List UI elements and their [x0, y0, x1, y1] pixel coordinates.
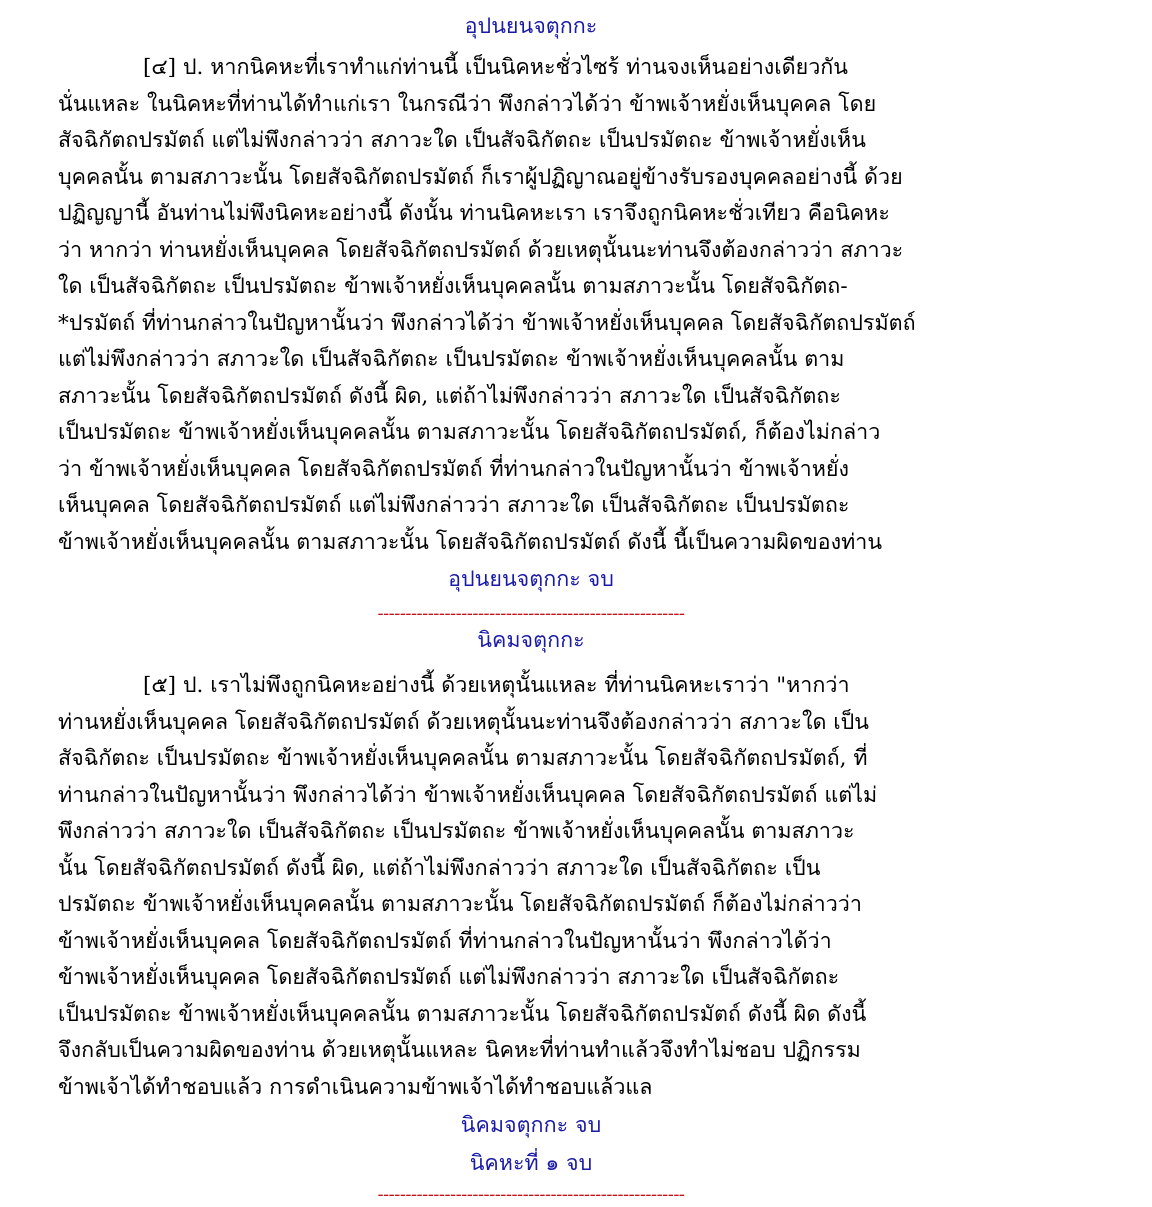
section-1-line: สัจฉิกัตถปรมัตถ์ แต่ไม่พึงกล่าวว่า สภาวะใด เป็นสัจฉิกัตถะ เป็นปรมัตถะ ข้าพเจ้าหยั่งเห็น: [58, 128, 866, 153]
section-1-line: *ปรมัตถ์ ที่ท่านกล่าวในปัญหานั้นว่า พึงกล่าวได้ว่า ข้าพเจ้าหยั่งเห็นบุคคล โดยสัจฉิกัตถปรมัตถ์: [58, 311, 916, 336]
section-1-line: แต่ไม่พึงกล่าวว่า สภาวะใด เป็นสัจฉิกัตถะ เป็นปรมัตถะ ข้าพเจ้าหยั่งเห็นบุคคลนั้น ตาม: [58, 347, 845, 372]
section-1-line: [๔] ป. หากนิคหะที่เราทำแก่ท่านนี้ เป็นนิคหะชั่วไซร้ ท่านจงเห็นอย่างเดียวกัน: [143, 55, 848, 80]
section-1-line: บุคคลนั้น ตามสภาวะนั้น โดยสัจฉิกัตถปรมัตถ์ ก็เราผู้ปฏิญาณอยู่ข้างรับรองบุคคลอย่างนี้ ด้วย: [58, 165, 903, 190]
section-1-line: เป็นปรมัตถะ ข้าพเจ้าหยั่งเห็นบุคคลนั้น ตามสภาวะนั้น โดยสัจฉิกัตถปรมัตถ์, ก็ต้องไม่กล่าว: [58, 420, 881, 445]
section-1-title: อุปนยนจตุกกะ: [464, 14, 598, 39]
section-2-line: ปรมัตถะ ข้าพเจ้าหยั่งเห็นบุคคลนั้น ตามสภาวะนั้น โดยสัจฉิกัตถปรมัตถ์ ก็ต้องไม่กล่าวว่า: [58, 892, 862, 917]
section-2-line: ข้าพเจ้าได้ทำชอบแล้ว การดำเนินความข้าพเจ้าได้ทำชอบแล้วแล: [58, 1075, 653, 1100]
section-2-line: ท่านกล่าวในปัญหานั้นว่า พึงกล่าวได้ว่า ข้าพเจ้าหยั่งเห็นบุคคล โดยสัจฉิกัตถปรมัตถ์ แต่ไม่: [58, 783, 878, 808]
section-1-line: ใด เป็นสัจฉิกัตถะ เป็นปรมัตถะ ข้าพเจ้าหยั่งเห็นบุคคลนั้น ตามสภาวะนั้น โดยสัจฉิกัตถ-: [58, 274, 848, 299]
section-divider: -------------------------------------------------------: [377, 603, 685, 624]
section-1-line: ปฏิญญานี้ อันท่านไม่พึงนิคหะอย่างนี้ ดังนั้น ท่านนิคหะเรา เราจึงถูกนิคหะชั่วเทียว คือนิคหะ: [58, 201, 890, 226]
bottom-divider: -------------------------------------------------------: [377, 1184, 685, 1205]
section-2-line: เป็นปรมัตถะ ข้าพเจ้าหยั่งเห็นบุคคลนั้น ตามสภาวะนั้น โดยสัจฉิกัตถปรมัตถ์ ดังนี้ ผิด ดังนี้: [58, 1002, 867, 1027]
section-2-line: ข้าพเจ้าหยั่งเห็นบุคคล โดยสัจฉิกัตถปรมัตถ์ แต่ไม่พึงกล่าวว่า สภาวะใด เป็นสัจฉิกัตถะ: [58, 965, 840, 990]
section-1-line: ว่า ข้าพเจ้าหยั่งเห็นบุคคล โดยสัจฉิกัตถปรมัตถ์ ที่ท่านกล่าวในปัญหานั้นว่า ข้าพเจ้าหยั่ง: [58, 457, 849, 482]
section-1-line: เห็นบุคคล โดยสัจฉิกัตถปรมัตถ์ แต่ไม่พึงกล่าวว่า สภาวะใด เป็นสัจฉิกัตถะ เป็นปรมัตถะ: [58, 493, 850, 518]
section-2-line: [๕] ป. เราไม่พึงถูกนิคหะอย่างนี้ ด้วยเหตุนั้นแหละ ที่ท่านนิคหะเราว่า "หากว่า: [143, 673, 850, 698]
section-2-line: สัจฉิกัตถะ เป็นปรมัตถะ ข้าพเจ้าหยั่งเห็นบุคคลนั้น ตามสภาวะนั้น โดยสัจฉิกัตถปรมัตถ์, ที่: [58, 746, 868, 771]
section-2-title: นิคมจตุกกะ: [477, 628, 585, 653]
section-1-line: สภาวะนั้น โดยสัจฉิกัตถปรมัตถ์ ดังนี้ ผิด, แต่ถ้าไม่พึงกล่าวว่า สภาวะใด เป็นสัจฉิกัตถะ: [58, 384, 841, 409]
section-2-line: ข้าพเจ้าหยั่งเห็นบุคคล โดยสัจฉิกัตถปรมัตถ์ ที่ท่านกล่าวในปัญหานั้นว่า พึงกล่าวได้ว่า: [58, 929, 832, 954]
section-2-line: นั้น โดยสัจฉิกัตถปรมัตถ์ ดังนี้ ผิด, แต่ถ้าไม่พึงกล่าวว่า สภาวะใด เป็นสัจฉิกัตถะ เป็น: [58, 856, 821, 881]
section-2-line: พึงกล่าวว่า สภาวะใด เป็นสัจฉิกัตถะ เป็นปรมัตถะ ข้าพเจ้าหยั่งเห็นบุคคลนั้น ตามสภาวะ: [58, 819, 855, 844]
section-1-end-label: อุปนยนจตุกกะ จบ: [448, 567, 614, 592]
section-2-line: จึงกลับเป็นความผิดของท่าน ด้วยเหตุนั้นแหละ นิคหะที่ท่านทำแล้วจึงทำไม่ชอบ ปฏิกรรม: [58, 1038, 861, 1063]
section-2-end-label: นิคมจตุกกะ จบ: [460, 1113, 602, 1138]
nikaha-end-label: นิคหะที่ ๑ จบ: [469, 1151, 593, 1176]
top-divider-fragment: [425, 0, 685, 3]
section-1-line: ว่า หากว่า ท่านหยั่งเห็นบุคคล โดยสัจฉิกัตถปรมัตถ์ ด้วยเหตุนั้นนะท่านจึงต้องกล่าวว่า สภาวะ: [58, 238, 904, 263]
section-2-line: ท่านหยั่งเห็นบุคคล โดยสัจฉิกัตถปรมัตถ์ ด้วยเหตุนั้นนะท่านจึงต้องกล่าวว่า สภาวะใด เป็น: [58, 710, 869, 735]
section-1-line: นั่นแหละ ในนิคหะที่ท่านได้ทำแก่เรา ในกรณีว่า พึงกล่าวได้ว่า ข้าพเจ้าหยั่งเห็นบุคคล โดย: [58, 92, 877, 117]
section-1-line: ข้าพเจ้าหยั่งเห็นบุคคลนั้น ตามสภาวะนั้น โดยสัจฉิกัตถปรมัตถ์ ดังนี้ นี้เป็นความผิดของท่าน: [58, 530, 883, 555]
